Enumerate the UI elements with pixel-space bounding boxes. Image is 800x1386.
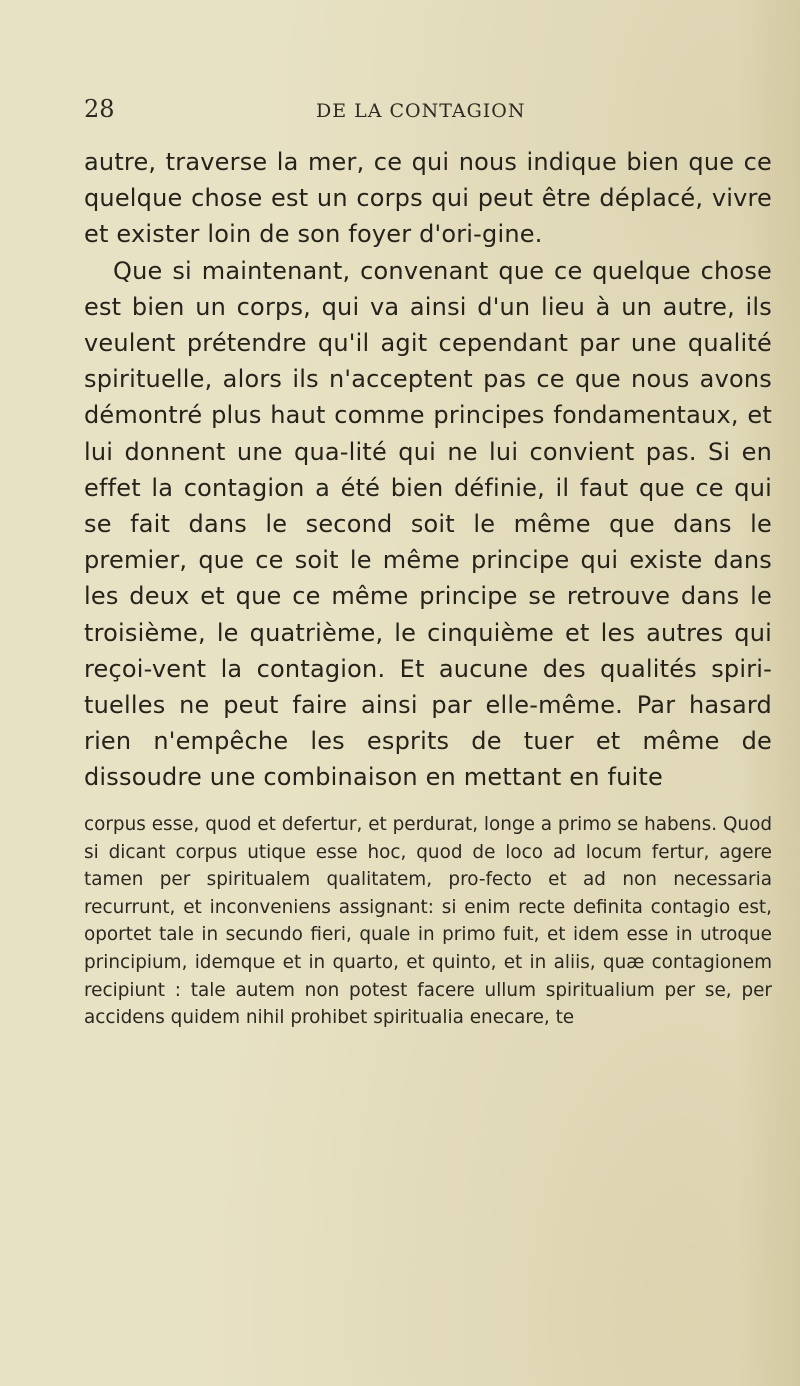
running-title: DE LA CONTAGION [316,100,526,122]
page-number: 28 [84,95,115,123]
french-translation [84,144,772,796]
latin-original-footnote [84,811,772,1032]
french-paragraph-2: Que si maintenant, convenant que ce quelque chose est bien un corps, qui va ainsi d'un lieu à un autre, ils veulent prétendre qu'il agit cependant par une qualité spirituelle, alors ils n'acceptent pas ce que nous avons démontré plus haut comme principes fondamentaux, et lui donnent une qua-lité qui ne lui convient pas. Si en effet la contagion a été bien définie, il faut que ce qui se fait dans le second soit le même que dans le premier, que ce soit le même principe qui existe dans les deux et que ce même principe se retrouve dans le troisième, le quatrième, le cinquième et les autres qui reçoi-vent la contagion. Et aucune des qualités spiri-tuelles ne peut faire ainsi par elle-même. Par hasard rien n'empêche les esprits de tuer et même de dissoudre une combinaison en mettant en fuite [84,256,772,792]
running-header [84,95,764,125]
french-paragraph-1: autre, traverse la mer, ce qui nous indique bien que ce quelque chose est un corps qui peut être déplacé, vivre et exister loin de son foyer d'ori-gine. [84,148,772,249]
latin-paragraph: corpus esse, quod et defertur, et perdurat, longe a primo se habens. Quod si dicant corpus utique esse hoc, quod de loco ad locum fertur, agere tamen per spiritualem qualitatem, pro-fecto et ad non necessaria recurrunt, et inconveniens assignant: si enim recte definita contagio est, oportet tale in secundo fieri, quale in primo fuit, et idem esse in utroque principium, idemque et in quarto, et quinto, et in aliis, quæ contagionem recipiunt : tale autem non potest facere ullum spiritualium per se, per accidens quidem nihil prohibet spiritualia enecare, te [84,814,772,1029]
